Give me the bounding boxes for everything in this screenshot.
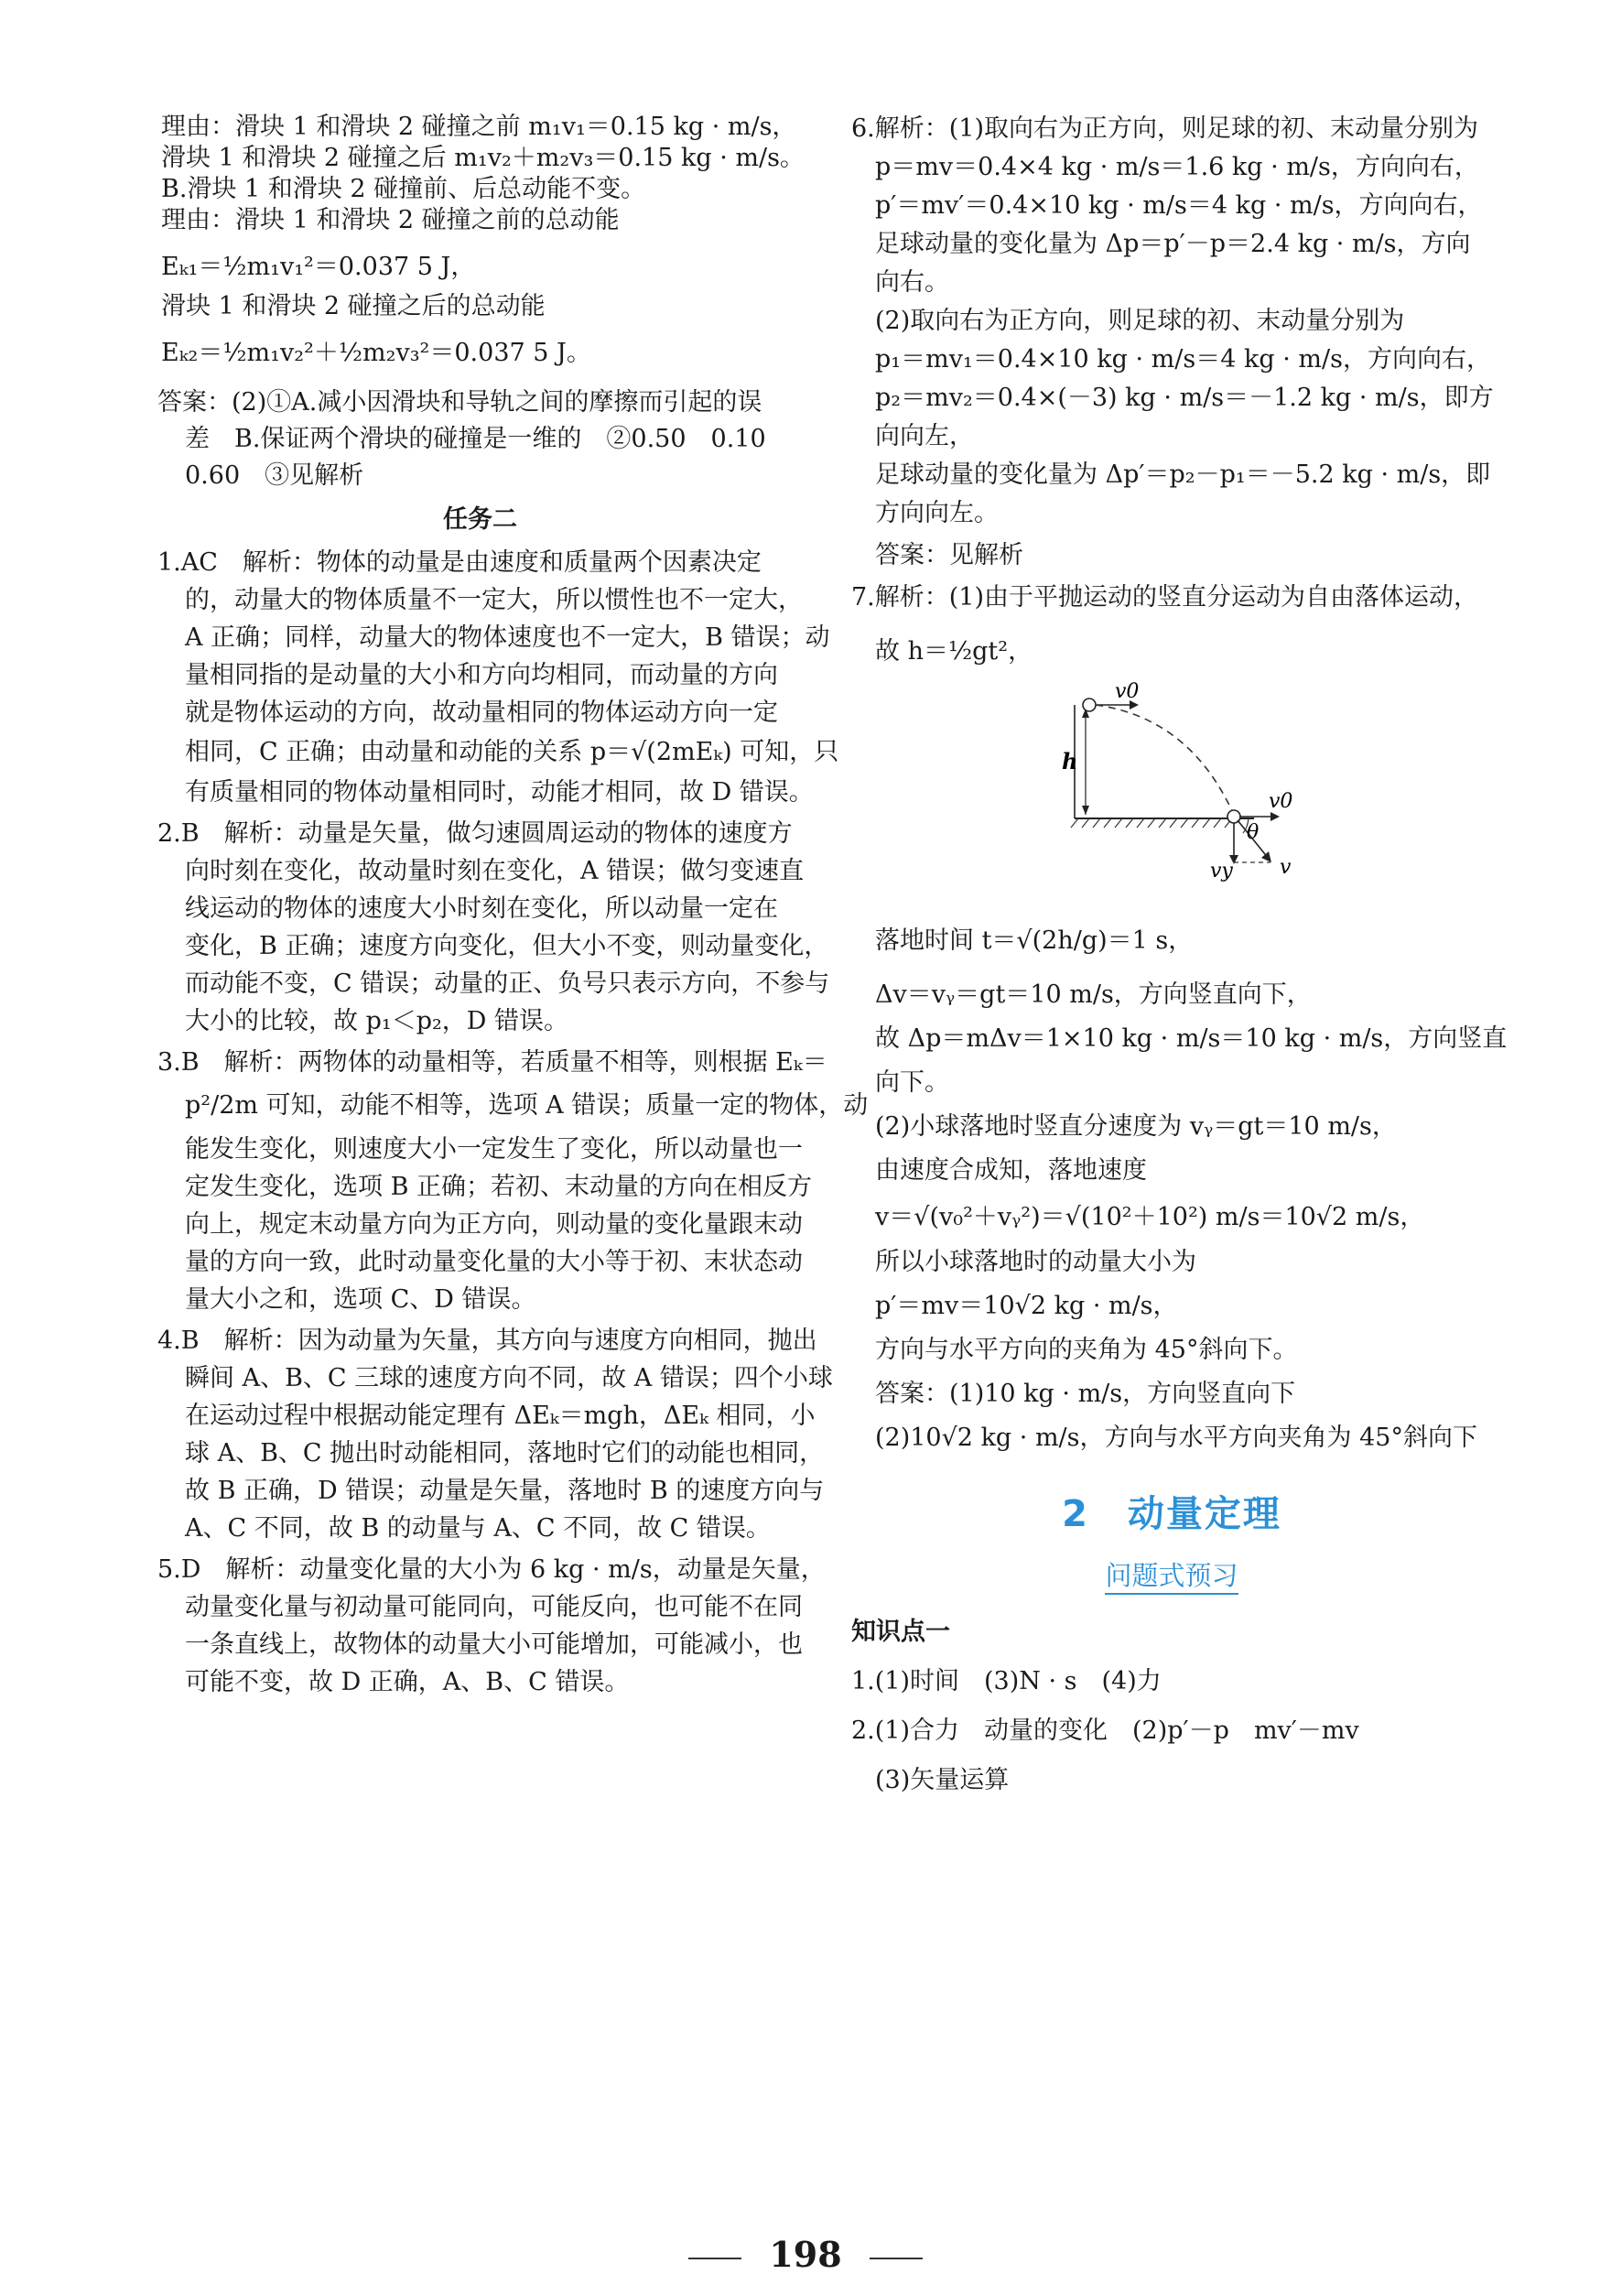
text-line: 向下。 <box>875 1068 949 1097</box>
answer-line: 答案：(1)10 kg · m/s，方向竖直向下 <box>875 1380 1296 1408</box>
answer-line: (2)10√2 kg · m/s，方向与水平方向夹角为 45°斜向下 <box>875 1424 1477 1452</box>
page-number <box>0 2234 1611 2275</box>
question-line: A、C 不同，故 B 的动量与 A、C 不同，故 C 错误。 <box>185 1514 771 1543</box>
page-rule-right <box>870 2258 923 2259</box>
text-line: 向右。 <box>875 268 949 297</box>
answer-line: 答案：见解析 <box>875 541 1023 569</box>
question-line: 就是物体运动的方向，故动量相同的物体运动方向一定 <box>185 699 778 727</box>
formula-line: p＝mv＝0.4×4 kg · m/s＝1.6 kg · m/s，方向向右， <box>875 153 1479 181</box>
v-label: v <box>1280 856 1292 879</box>
formula-line: 故 h＝½gt²， <box>875 637 1033 666</box>
projectile-figure <box>1053 681 1346 901</box>
text-line: 故 Δp＝mΔv＝1×10 kg · m/s＝10 kg · m/s，方向竖直 <box>875 1024 1508 1053</box>
question-line: 线运动的物体的速度大小时刻在变化，所以动量一定在 <box>185 894 778 923</box>
question-line: A 正确；同样，动量大的物体速度也不一定大，B 错误；动 <box>185 623 830 652</box>
knowledge-point-heading: 知识点一 <box>851 1618 950 1646</box>
answer-line: 差 B.保证两个滑块的碰撞是一维的 ②0.50 0.10 <box>185 425 766 453</box>
right-column <box>851 112 1508 1798</box>
question-line: 故 B 正确，D 错误；动量是矢量，落地时 B 的速度方向与 <box>185 1477 825 1505</box>
question-line: 向时刻在变化，故动量时刻在变化，A 错误；做匀变速直 <box>185 857 805 885</box>
section-subtitle <box>851 1554 1492 1597</box>
text-line: (2)小球落地时竖直分速度为 vᵧ＝gt＝10 m/s， <box>875 1112 1397 1141</box>
text-line: 向向左， <box>875 422 974 450</box>
ball-start <box>1083 699 1096 711</box>
formula-line: p′＝mv＝10√2 kg · m/s， <box>875 1292 1178 1320</box>
question-line: 一条直线上，故物体的动量大小可能增加，可能减小，也 <box>185 1630 803 1659</box>
knowledge-line: (3)矢量运算 <box>875 1766 1010 1794</box>
question-line: 量相同指的是动量的大小和方向均相同，而动量的方向 <box>185 661 778 689</box>
formula-line: p₁＝mv₁＝0.4×10 kg · m/s＝4 kg · m/s，方向向右， <box>875 345 1491 374</box>
text-line: 足球动量的变化量为 Δp＝p′－p＝2.4 kg · m/s，方向 <box>875 230 1471 258</box>
question-line: 可能不变，故 D 正确，A、B、C 错误。 <box>185 1668 630 1696</box>
question-line: 相同，C 正确；由动量和动能的关系 p＝√(2mEₖ) 可知，只 <box>185 738 839 766</box>
knowledge-line: 1.(1)时间 (3)N · s (4)力 <box>851 1667 1162 1695</box>
projectile-diagram <box>851 681 1492 910</box>
question-line: 量的方向一致，此时动量变化量的大小等于初、末状态动 <box>185 1248 803 1276</box>
text-line: 方向与水平方向的夹角为 45°斜向下。 <box>875 1336 1298 1364</box>
question-line: 球 A、B、C 抛出时动能相同，落地时它们的动能也相同， <box>185 1439 825 1467</box>
question-line: 动量变化量与初动量可能同向，可能反向，也可能不在同 <box>185 1593 803 1621</box>
question-line: 6.解析：(1)取向右为正方向，则足球的初、末动量分别为 <box>851 114 1479 143</box>
v-arrowhead <box>1261 851 1271 862</box>
formula-line: Eₖ₁＝½m₁v₁²＝0.037 5 J， <box>161 253 476 281</box>
question-line: 变化，B 正确；速度方向变化，但大小不变，则动量变化， <box>185 932 829 960</box>
answer-line: 0.60 ③见解析 <box>185 461 364 490</box>
question-line: 大小的比较，故 p₁＜p₂，D 错误。 <box>185 1007 569 1035</box>
knowledge-line: 2.(1)合力 动量的变化 (2)p′－p mv′－mv <box>851 1717 1359 1745</box>
ground-hatch <box>1071 818 1232 828</box>
text-line: B.滑块 1 和滑块 2 碰撞前、后总动能不变。 <box>161 175 646 203</box>
question-line: 向上，规定末动量方向为正方向，则动量的变化量跟末动 <box>185 1210 803 1239</box>
question-line: 瞬间 A、B、C 三球的速度方向不同，故 A 错误；四个小球 <box>185 1364 833 1392</box>
question-line: 2.B 解析：动量是矢量，做匀速圆周运动的物体的速度方 <box>157 819 793 848</box>
text-line: 方向向左。 <box>875 499 999 527</box>
text-line: (2)取向右为正方向，则足球的初、末动量分别为 <box>875 307 1405 335</box>
v0-arrowhead-bottom <box>1270 812 1280 821</box>
text-line: 滑块 1 和滑块 2 碰撞之后的总动能 <box>161 292 546 320</box>
question-line: 有质量相同的物体动量相同时，动能才相同，故 D 错误。 <box>185 778 814 807</box>
text-line: 所以小球落地时的动量大小为 <box>875 1248 1196 1276</box>
question-line: 的，动量大的物体质量不一定大，所以惯性也不一定大， <box>185 586 803 614</box>
page-rule-left <box>688 2258 741 2259</box>
answer-text: 答案：(2)①A.减小因滑块和导轨之间的摩擦而引起的误 <box>157 388 762 417</box>
page-number-text: 198 <box>769 2234 842 2275</box>
question-line: p²/2m 可知，动能不相等，选项 A 错误；质量一定的物体，动 <box>185 1091 869 1120</box>
text-line: 滑块 1 和滑块 2 碰撞之后 m₁v₂＋m₂v₃＝0.15 kg · m/s。 <box>161 144 805 172</box>
question-line: 在运动过程中根据动能定理有 ΔEₖ＝mgh，ΔEₖ 相同，小 <box>185 1402 816 1430</box>
v0-label-top: v0 <box>1115 681 1140 703</box>
question-line: 4.B 解析：因为动量为矢量，其方向与速度方向相同，抛出 <box>157 1327 817 1355</box>
question-line: 定发生变化，选项 B 正确；若初、末动量的方向在相反方 <box>185 1173 813 1201</box>
vy-label: vy <box>1210 860 1233 883</box>
question-line: 1.AC 解析：物体的动量是由速度和质量两个因素决定 <box>157 548 762 577</box>
answer-line <box>157 384 803 421</box>
formula-line: p′＝mv′＝0.4×10 kg · m/s＝4 kg · m/s，方向向右， <box>875 191 1483 220</box>
height-arrow-down <box>1082 806 1089 815</box>
question-block <box>157 544 869 1701</box>
question-line: 5.D 解析：动量变化量的大小为 6 kg · m/s，动量是矢量， <box>157 1555 826 1584</box>
formula-line: p₂＝mv₂＝0.4×(－3) kg · m/s＝－1.2 kg · m/s，即方 <box>875 384 1494 412</box>
h-label: h <box>1062 748 1078 774</box>
formula-line: Δv＝vᵧ＝gt＝10 m/s，方向竖直向下， <box>875 980 1312 1009</box>
formula-line: 落地时间 t＝√(2h/g)＝1 s， <box>875 926 1194 955</box>
question-line: 7.解析：(1)由于平抛运动的竖直分运动为自由落体运动， <box>851 583 1479 612</box>
theta-label: θ <box>1247 821 1260 844</box>
text-line: 理由：滑块 1 和滑块 2 碰撞之前的总动能 <box>161 206 620 234</box>
text-line: 理由：滑块 1 和滑块 2 碰撞之前 m₁v₁＝0.15 kg · m/s， <box>161 113 797 141</box>
question-line: 能发生变化，则速度大小一定发生了变化，所以动量也一 <box>185 1135 803 1164</box>
trajectory-path <box>1096 705 1234 815</box>
question-line: 而动能不变，C 错误；动量的正、负号只表示方向，不参与 <box>185 969 830 998</box>
task-heading: 任务二 <box>443 505 517 534</box>
section-title: 2 动量定理 <box>1062 1493 1281 1535</box>
formula-line: v＝√(v₀²＋vᵧ²)＝√(10²＋10²) m/s＝10√2 m/s， <box>875 1203 1425 1231</box>
text-line: 由速度合成知，落地速度 <box>875 1156 1147 1185</box>
formula-line: Eₖ₂＝½m₁v₂²＋½m₂v₃²＝0.037 5 J。 <box>161 339 591 367</box>
question-line: 3.B 解析：两物体的动量相等，若质量不相等，则根据 Eₖ＝ <box>157 1048 827 1077</box>
section-subtitle-text: 问题式预习 <box>1105 1560 1238 1595</box>
v0-label-bottom: v0 <box>1269 790 1293 813</box>
question-line: 量大小之和，选项 C、D 错误。 <box>185 1285 536 1314</box>
text-line: 足球动量的变化量为 Δp′＝p₂－p₁＝－5.2 kg · m/s，即 <box>875 460 1491 489</box>
left-column <box>157 112 869 1696</box>
